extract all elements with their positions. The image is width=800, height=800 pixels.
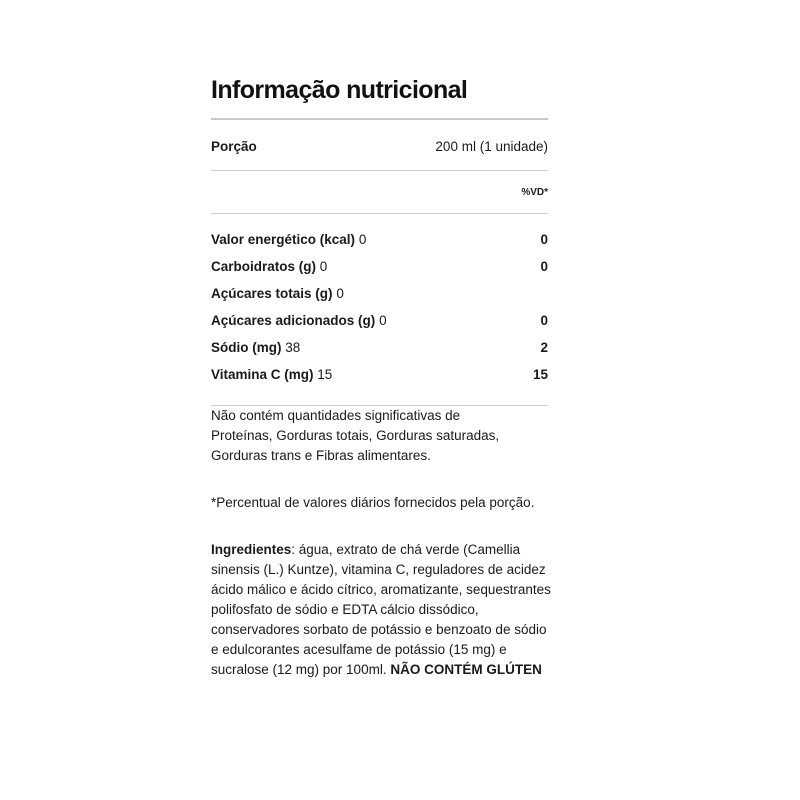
nutrient-row-carbs	[211, 259, 548, 275]
nutrient-vd: 2	[540, 340, 548, 355]
nutrient-label: Açúcares totais (g)	[211, 286, 333, 301]
nutrient-amount: 0	[319, 259, 328, 274]
vd-column-header: %VD*	[521, 187, 548, 198]
nutrient-label: Vitamina C (mg)	[211, 367, 314, 382]
nutrient-vd: 15	[532, 367, 548, 382]
divider	[211, 118, 548, 120]
nutrient-label: Sódio (mg)	[211, 340, 282, 355]
nutrient-vd: 0	[540, 232, 548, 247]
nutrient-row-total-sugars	[211, 286, 548, 302]
nutrient-label: Carboidratos (g)	[211, 259, 317, 274]
serving-label: Porção	[211, 139, 257, 154]
gluten-statement: NÃO CONTÉM GLÚTEN	[390, 662, 542, 677]
not-significant-note: Não contém quantidades significativas de Proteínas, Gorduras totais, Gorduras saturadas, Gorduras trans e Fibras alimentares.	[211, 408, 500, 463]
nutrient-label: Valor energético (kcal)	[211, 232, 356, 247]
nutrient-amount: 15	[317, 367, 333, 382]
serving-value: 200 ml (1 unidade)	[435, 139, 548, 154]
nutrient-label: Açúcares adicionados (g)	[211, 313, 376, 328]
ingredients-list	[211, 540, 551, 680]
nutrient-amount: 0	[358, 232, 367, 247]
divider	[211, 213, 548, 214]
vd-footnote: *Percentual de valores diários fornecidos pela porção.	[211, 495, 535, 510]
nutrient-vd: 0	[540, 313, 548, 328]
nutrient-row-energy	[211, 232, 548, 248]
nutrient-row-sodium	[211, 340, 548, 356]
nutrient-amount: 38	[285, 340, 301, 355]
nutrient-vd: 0	[540, 259, 548, 274]
ingredients-label: Ingredientes	[211, 542, 292, 557]
nutrient-amount: 0	[379, 313, 387, 328]
ingredients-text: : água, extrato de chá verde (Camellia sinensis (L.) Kuntze), vitamina C, reguladores de acidez ácido málico e ácido cítrico, aromatizante, sequestrantes polifosfato de sódio e EDTA cálcio dissódico, conservadores sorbato de potássio e benzoato de sódio e edulcorantes acesulfame de potássio (15 mg) e sucralose (12 mg) por 100ml.	[211, 542, 551, 677]
nutrient-amount: 0	[336, 286, 344, 301]
nutrient-row-vitamin-c	[211, 367, 548, 383]
divider	[211, 170, 548, 171]
page-title: Informação nutricional	[211, 76, 468, 104]
nutrient-row-added-sugars	[211, 313, 548, 329]
serving-row	[211, 139, 548, 155]
